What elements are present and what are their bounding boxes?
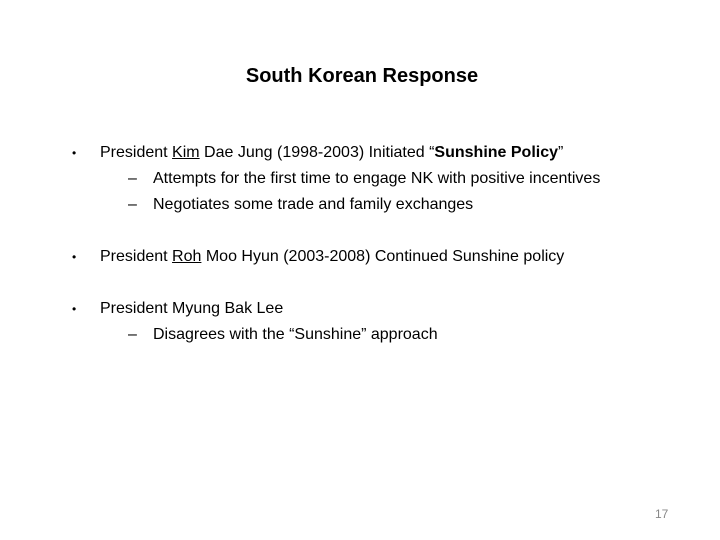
bullet-marker: • bbox=[72, 146, 77, 160]
text-fragment: ” bbox=[558, 144, 564, 161]
bullet-text bbox=[100, 143, 563, 163]
underlined-name: Kim bbox=[172, 144, 200, 161]
bullet-text: President Myung Bak Lee bbox=[100, 300, 284, 317]
sub-item-text: Attempts for the first time to engage NK with positive incentives bbox=[153, 170, 601, 187]
bullet-marker: • bbox=[72, 250, 77, 264]
bold-term: Sunshine Policy bbox=[434, 144, 559, 161]
text-fragment: President bbox=[100, 248, 173, 265]
text-fragment: Dae Jung (1998-2003) Initiated “ bbox=[199, 144, 435, 161]
text-fragment: Moo Hyun (2003-2008) Continued Sunshine policy bbox=[201, 248, 565, 265]
sub-item-text: Disagrees with the “Sunshine” approach bbox=[153, 326, 438, 343]
bullet-text bbox=[100, 247, 564, 267]
page-number: 17 bbox=[655, 507, 669, 521]
slide-title: South Korean Response bbox=[245, 65, 479, 87]
underlined-name: Roh bbox=[172, 248, 202, 265]
dash-marker: – bbox=[128, 196, 137, 213]
bullet-marker: • bbox=[72, 302, 77, 316]
sub-item-text: Negotiates some trade and family exchanges bbox=[153, 196, 474, 213]
text-fragment: President bbox=[100, 144, 173, 161]
dash-marker: – bbox=[128, 326, 137, 343]
dash-marker: – bbox=[128, 170, 137, 187]
